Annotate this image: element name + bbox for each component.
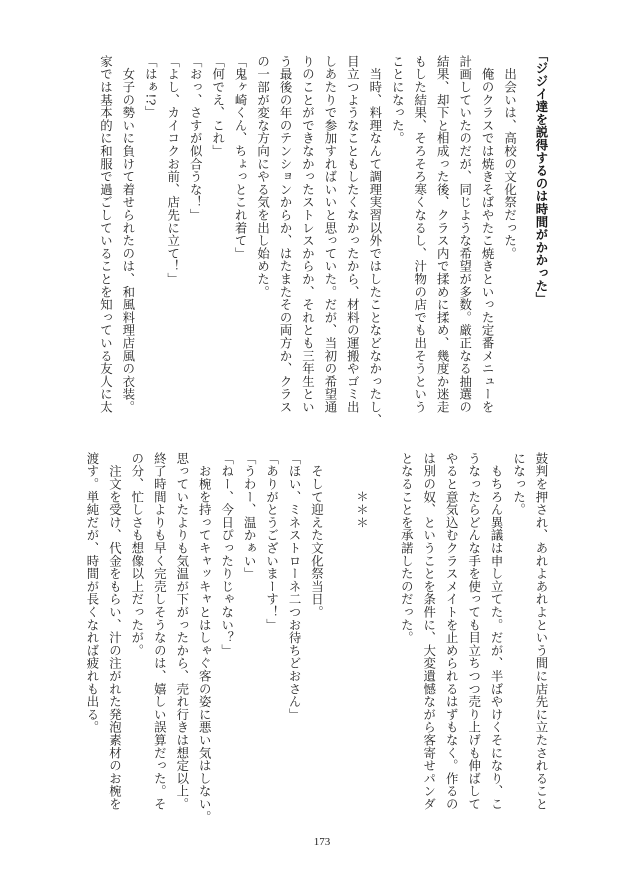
text-line: 目立つようなこともしたくなかったから、材料の運搬やゴミ出 (345, 55, 361, 414)
text-line: は別の奴、ということを条件に、大変遺憾ながら客寄せパンダ (421, 452, 437, 811)
text-line: やると意気込むクラスメイトを止められるはずもなく。作るの (444, 452, 460, 811)
text-line: 終了時間よりも早く完売しそうなのは、嬉しい誤算だった。そ (152, 452, 168, 811)
text-line: 鼓判を押され、あれよあれよという間に店先に立たされること (534, 452, 549, 811)
text-line: の分、忙しさも想像以上だったが。 (129, 452, 145, 657)
text-line: そして迎えた文化祭当日。 (309, 452, 325, 619)
text-line: 「はぁ!?」 (143, 55, 159, 119)
text-line: 「うわー、温かぁい」 (242, 452, 258, 580)
text-line: 当時、料理なんて調理実習以外ではしたことなどなかったし、 (367, 55, 383, 427)
text-line: 俺のクラスでは焼きそばやたこ焼きといった定番メニューを (480, 55, 496, 414)
text-line: 「よし、カイコクお前、店先に立て！」 (165, 55, 181, 286)
blank-line (372, 452, 394, 822)
text-line: 思っていたよりも気温が下がったから、売れ行きは想定以上。 (174, 452, 190, 811)
text-line: 女子の勢いに負けて着せられたのは、和風料理店風の衣装。 (120, 55, 136, 414)
text-line: りのことができなかったストレスからか、それとも三年生とい (300, 55, 316, 414)
text-line: 「ほい、ミネストローネ二つお待ちどおさん」 (287, 452, 303, 721)
text-line: の一部が変な方向にやる気を出し始めた。 (255, 55, 271, 299)
text-line: うなったらどんな手を使っても目立ちつつ売り上げも伸ばして (466, 452, 482, 811)
text-line: 計画していたのだが、同じような希望が多数。厳正なる抽選の (457, 55, 473, 414)
chapter-title: 「ジジイ達を説得するのは時間がかかった」 (534, 49, 549, 305)
text-line: になった。 (511, 452, 527, 516)
text-line: 注文を受け、代金をもらい、汁の注がれた発泡素材のお椀を (107, 452, 123, 811)
blank-line (328, 452, 350, 822)
text-line: お椀を持ってキャッキャとはしゃぐ客の姿に悪い気はしない。 (197, 452, 213, 824)
text-line: しあたりで参加すればいいと思っていた。だが、当初の希望通 (322, 55, 338, 414)
text-line: う最後の年のテンションからか、はたまたその両方か、クラス (278, 55, 294, 414)
upper-text-block (94, 49, 552, 427)
text-line: 渡す。単純だが、時間が長くなれば疲れも出る。 (84, 452, 100, 734)
text-line: 結果、却下と相成った後、クラス内で揉めに揉め、幾度か迷走 (435, 55, 451, 414)
text-line: となることを承諾したのだった。 (399, 452, 415, 644)
text-line: 「ありがとうございまーす！」 (264, 452, 280, 632)
text-line: 「鬼ヶ崎くん、ちょっとこれ着て」 (233, 55, 249, 260)
page-number: 173 (313, 836, 331, 848)
text-line: もちろん異議は申し立てた。だが、半ばやけくそになり、こ (489, 452, 505, 811)
text-line: 「何でえ、これ」 (210, 55, 226, 158)
text-line: ことになった。 (390, 55, 406, 145)
text-line: 「おっ、さすが似合うな！」 (188, 55, 204, 222)
text-line: 「ねー、今日ぴったりじゃない？」 (219, 452, 235, 657)
text-line: 家では基本的に和服で過ごしていることを知っている友人に太 (98, 55, 114, 414)
text-line: 出会いは、高校の文化祭だった。 (502, 55, 518, 260)
scene-separator: ＊＊＊ (354, 452, 370, 529)
text-line: もした結果、そろそろ寒くなるし、汁物の店でも出そうという (412, 55, 428, 414)
lower-text-block (81, 452, 552, 822)
